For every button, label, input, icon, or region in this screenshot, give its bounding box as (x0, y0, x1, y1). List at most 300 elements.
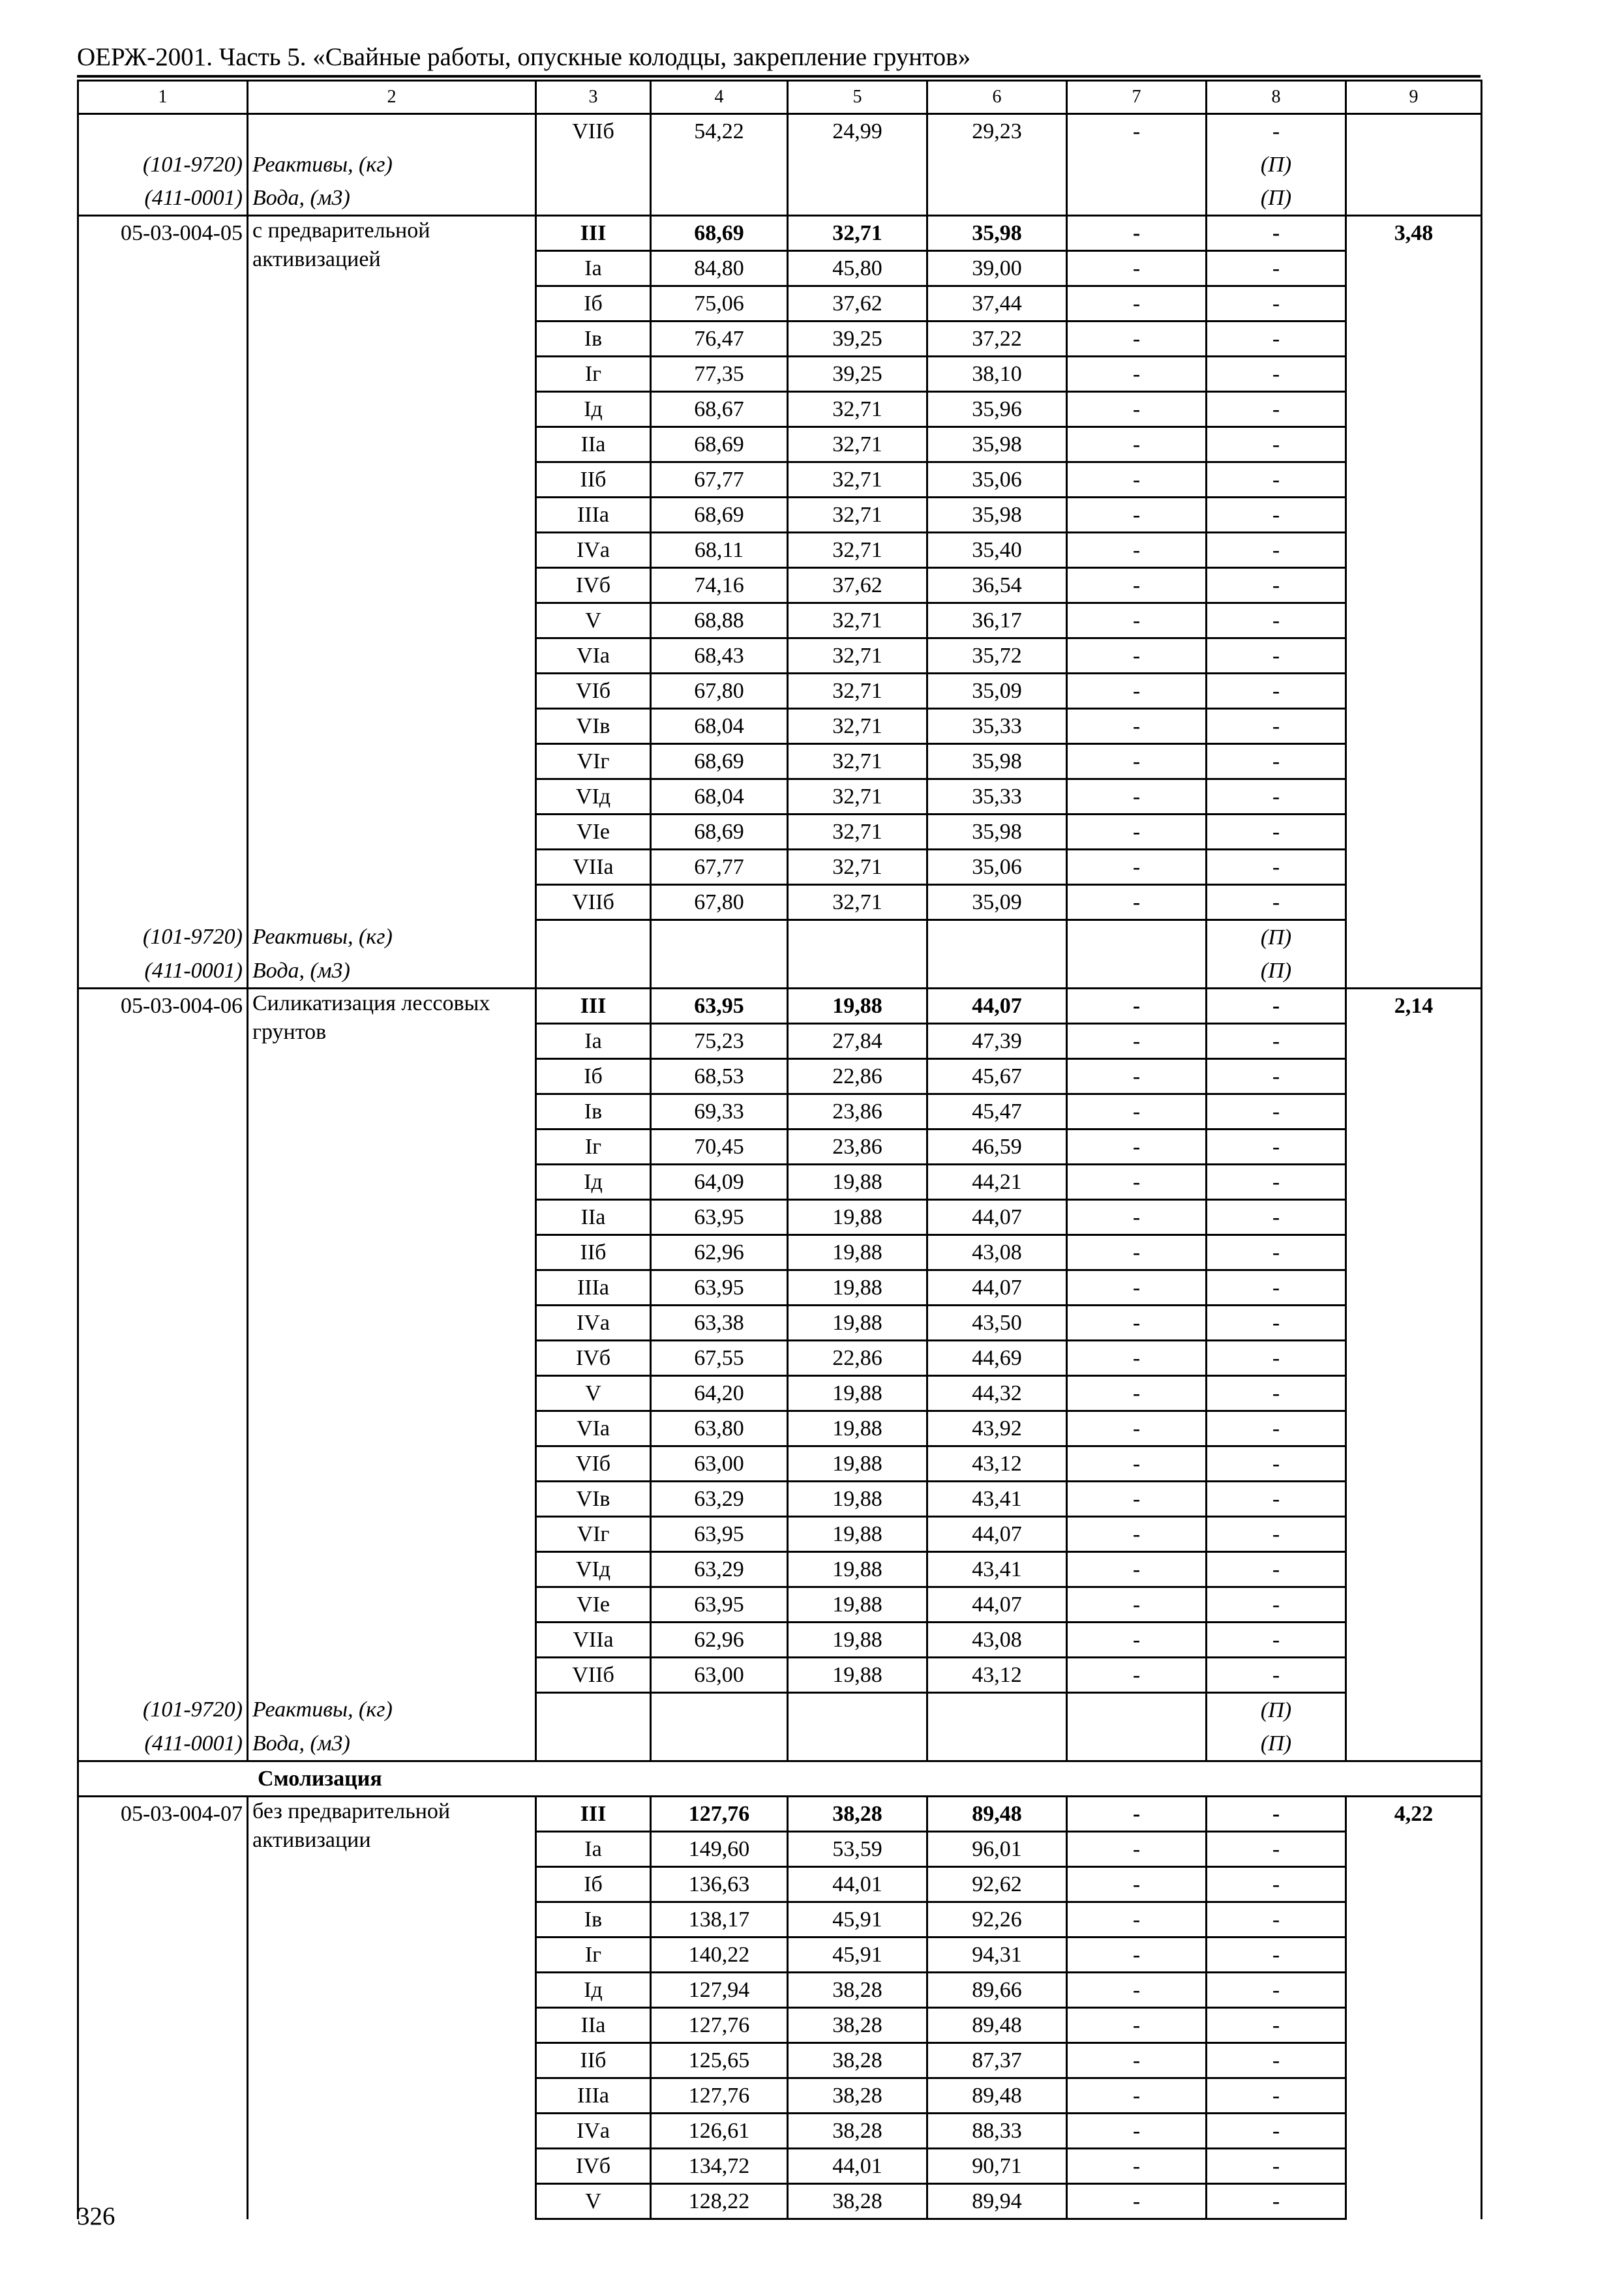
cell-col8: - (1207, 251, 1346, 286)
cell-col8: - (1207, 2043, 1346, 2078)
cell-col3: Iб (536, 1867, 651, 1902)
cell-col3: III (536, 989, 651, 1024)
cell-col3: Iб (536, 1059, 651, 1094)
cell-col3: IVа (536, 2114, 651, 2149)
cell-col8: (П) (1207, 181, 1346, 216)
cell-col8: - (1207, 2149, 1346, 2184)
cell-col7: - (1067, 1973, 1207, 2008)
cell-col5: 32,71 (788, 779, 927, 815)
cell-col3: V (536, 2184, 651, 2219)
section-title: Смолизация (78, 1761, 1482, 1797)
norm-row (78, 1797, 1482, 1832)
cell-col6 (927, 1693, 1067, 1728)
cell-col7: - (1067, 1867, 1207, 1902)
cell-col4: 75,23 (651, 1024, 788, 1059)
cell-col3: VIIа (536, 1623, 651, 1658)
cell-col7: - (1067, 286, 1207, 322)
cell-col6: 94,31 (927, 1937, 1067, 1973)
cell-col4 (651, 954, 788, 989)
cell-col5 (788, 1693, 927, 1728)
cell-col7: - (1067, 1658, 1207, 1693)
cell-col7 (1067, 1727, 1207, 1761)
cell-col8: - (1207, 674, 1346, 709)
cell-col4: 68,69 (651, 498, 788, 533)
cell-col7: - (1067, 114, 1207, 149)
cell-col8: - (1207, 1200, 1346, 1235)
cell-col6: 45,67 (927, 1059, 1067, 1094)
cell-col3 (536, 1693, 651, 1728)
material-name: Реактивы, (кг) (248, 148, 536, 181)
cell-col4: 127,94 (651, 1973, 788, 2008)
cell-col6: 36,54 (927, 568, 1067, 603)
cell-col7: - (1067, 2149, 1207, 2184)
cell-col3: Iб (536, 286, 651, 322)
cell-col7: - (1067, 989, 1207, 1024)
cell-col4: 75,06 (651, 286, 788, 322)
material-row (78, 920, 1482, 955)
cell-col8: - (1207, 2184, 1346, 2219)
cell-col5: 32,71 (788, 815, 927, 850)
cell-col8: - (1207, 2008, 1346, 2043)
cell-col3: Iа (536, 1832, 651, 1867)
cell-col4: 68,88 (651, 603, 788, 638)
cell-col8: - (1207, 1797, 1346, 1832)
cell-col3: VIг (536, 1517, 651, 1552)
cell-col8: (П) (1207, 148, 1346, 181)
cell-col3: VIд (536, 1552, 651, 1587)
cell-col3: IVб (536, 2149, 651, 2184)
cell-col4: 128,22 (651, 2184, 788, 2219)
cell-col7: - (1067, 498, 1207, 533)
material-name: Вода, (м3) (248, 1727, 536, 1761)
cell-col3: Iг (536, 357, 651, 392)
cell-col6: 89,94 (927, 2184, 1067, 2219)
cell-col3: VIг (536, 744, 651, 779)
norm-row (78, 216, 1482, 251)
cell-col3: IIб (536, 2043, 651, 2078)
cell-col8: - (1207, 885, 1346, 920)
norm-code: 05-03-004-05 (78, 216, 248, 920)
cell-col3: Iд (536, 1165, 651, 1200)
norm-code: 05-03-004-06 (78, 989, 248, 1693)
cell-col8: - (1207, 1867, 1346, 1902)
material-row (78, 181, 1482, 216)
cell-col7: - (1067, 2114, 1207, 2149)
cell-col8: - (1207, 1517, 1346, 1552)
material-code: (411-0001) (78, 181, 248, 216)
material-name: Реактивы, (кг) (248, 1693, 536, 1728)
cell-col7 (1067, 1693, 1207, 1728)
norm-code: 05-03-004-07 (78, 1797, 248, 2219)
cell-col4: 127,76 (651, 1797, 788, 1832)
cell-col8: - (1207, 114, 1346, 149)
cell-col8: - (1207, 850, 1346, 885)
cell-col3: VIIа (536, 850, 651, 885)
cell-col5: 24,99 (788, 114, 927, 149)
cell-col7: - (1067, 779, 1207, 815)
cell-col4: 68,04 (651, 709, 788, 744)
cell-col8: - (1207, 533, 1346, 568)
cell-col6: 44,07 (927, 1200, 1067, 1235)
cell-col5: 19,88 (788, 989, 927, 1024)
cell-col4: 67,77 (651, 462, 788, 498)
cell-col4: 63,95 (651, 1270, 788, 1306)
cell-col6 (927, 148, 1067, 181)
cell-col4: 74,16 (651, 568, 788, 603)
norm-col9: 2,14 (1346, 989, 1482, 1761)
cell-col7: - (1067, 1902, 1207, 1937)
cell-col8: - (1207, 1024, 1346, 1059)
section-row (78, 1761, 1482, 1797)
cell-col6: 39,00 (927, 251, 1067, 286)
cell-col5: 32,71 (788, 427, 927, 462)
cell-col3: VIд (536, 779, 651, 815)
cell-col5: 32,71 (788, 603, 927, 638)
cell-col8: - (1207, 1973, 1346, 2008)
name-cell (248, 114, 536, 149)
cell-col8: - (1207, 357, 1346, 392)
cell-col6: 43,41 (927, 1482, 1067, 1517)
norm-row (78, 114, 1482, 149)
cell-col8: - (1207, 1411, 1346, 1446)
cell-col5: 19,88 (788, 1587, 927, 1623)
cell-col4: 68,53 (651, 1059, 788, 1094)
cell-col3: VIа (536, 638, 651, 674)
cell-col8: - (1207, 815, 1346, 850)
material-row (78, 148, 1482, 181)
cell-col3 (536, 181, 651, 216)
cell-col7 (1067, 920, 1207, 955)
cell-col8: - (1207, 1552, 1346, 1587)
cell-col3: VIв (536, 1482, 651, 1517)
cell-col3: IVа (536, 1306, 651, 1341)
cell-col7: - (1067, 603, 1207, 638)
cell-col8: (П) (1207, 954, 1346, 989)
cell-col8: - (1207, 1832, 1346, 1867)
cell-col3: VIв (536, 709, 651, 744)
cell-col8: - (1207, 638, 1346, 674)
cell-col4: 63,95 (651, 1587, 788, 1623)
cell-col5: 38,28 (788, 1797, 927, 1832)
cell-col6: 44,07 (927, 1587, 1067, 1623)
cell-col4: 140,22 (651, 1937, 788, 1973)
cell-col5: 32,71 (788, 885, 927, 920)
cell-col4 (651, 148, 788, 181)
cell-col8: - (1207, 568, 1346, 603)
cell-col3: Iв (536, 1094, 651, 1130)
cell-col6: 47,39 (927, 1024, 1067, 1059)
cell-col8: (П) (1207, 1727, 1346, 1761)
cell-col4: 149,60 (651, 1832, 788, 1867)
cell-col6: 35,33 (927, 709, 1067, 744)
cell-col7: - (1067, 357, 1207, 392)
cell-col3: IIIа (536, 1270, 651, 1306)
cell-col4: 67,80 (651, 885, 788, 920)
cell-col5: 19,88 (788, 1235, 927, 1270)
cell-col8: - (1207, 1235, 1346, 1270)
cell-col4: 136,63 (651, 1867, 788, 1902)
cell-col8: - (1207, 1937, 1346, 1973)
code-cell (78, 114, 248, 149)
cell-col4: 76,47 (651, 322, 788, 357)
cell-col6: 35,72 (927, 638, 1067, 674)
cell-col6: 35,98 (927, 216, 1067, 251)
cell-col4: 63,95 (651, 1517, 788, 1552)
cell-col8: - (1207, 1270, 1346, 1306)
cell-col5: 44,01 (788, 1867, 927, 1902)
cell-col5: 22,86 (788, 1059, 927, 1094)
cell-col5: 39,25 (788, 357, 927, 392)
cell-col6: 43,08 (927, 1235, 1067, 1270)
cell-col4: 69,33 (651, 1094, 788, 1130)
cell-col4 (651, 920, 788, 955)
cell-col7: - (1067, 322, 1207, 357)
norm-name: Силикатизация лессовых грунтов (248, 989, 536, 1693)
cell-col4: 68,43 (651, 638, 788, 674)
column-number: 7 (1067, 81, 1207, 114)
cell-col5: 19,88 (788, 1270, 927, 1306)
page-header: ОЕРЖ-2001. Часть 5. «Свайные работы, опускные колодцы, закрепление грунтов» (77, 43, 971, 71)
cell-col4: 68,69 (651, 815, 788, 850)
cell-col7: - (1067, 1411, 1207, 1446)
material-row (78, 1693, 1482, 1728)
column-number: 1 (78, 81, 248, 114)
cell-col5: 32,71 (788, 744, 927, 779)
cell-col3: IIа (536, 1200, 651, 1235)
cell-col4: 84,80 (651, 251, 788, 286)
cell-col6: 43,92 (927, 1411, 1067, 1446)
cell-col6: 92,62 (927, 1867, 1067, 1902)
cell-col8: - (1207, 1130, 1346, 1165)
cell-col6: 35,09 (927, 674, 1067, 709)
cell-col5: 45,91 (788, 1902, 927, 1937)
cell-col3: IIа (536, 427, 651, 462)
cell-col6: 43,08 (927, 1623, 1067, 1658)
column-number: 8 (1207, 81, 1346, 114)
cell-col4: 68,69 (651, 427, 788, 462)
material-name: Реактивы, (кг) (248, 920, 536, 955)
cell-col8: (П) (1207, 920, 1346, 955)
cell-col7: - (1067, 1094, 1207, 1130)
cell-col5: 45,80 (788, 251, 927, 286)
cell-col5: 19,88 (788, 1517, 927, 1552)
cell-col5: 19,88 (788, 1552, 927, 1587)
cell-col5: 32,71 (788, 216, 927, 251)
cell-col7: - (1067, 533, 1207, 568)
cell-col8: - (1207, 603, 1346, 638)
cell-col7: - (1067, 1341, 1207, 1376)
cell-col4 (651, 181, 788, 216)
cell-col3 (536, 148, 651, 181)
cell-col4: 54,22 (651, 114, 788, 149)
cell-col7: - (1067, 1797, 1207, 1832)
cell-col5: 19,88 (788, 1376, 927, 1411)
cell-col8: - (1207, 1306, 1346, 1341)
cell-col7: - (1067, 1024, 1207, 1059)
cell-col7: - (1067, 1623, 1207, 1658)
cell-col7: - (1067, 392, 1207, 427)
cell-col5: 32,71 (788, 462, 927, 498)
cell-col7: - (1067, 1165, 1207, 1200)
cell-col5: 38,28 (788, 2043, 927, 2078)
column-number: 4 (651, 81, 788, 114)
column-number: 6 (927, 81, 1067, 114)
cell-col6: 89,48 (927, 2008, 1067, 2043)
cell-col7: - (1067, 1270, 1207, 1306)
cell-col8: - (1207, 286, 1346, 322)
cell-col8: - (1207, 709, 1346, 744)
cell-col7: - (1067, 1376, 1207, 1411)
cell-col3: III (536, 216, 651, 251)
cell-col5: 38,28 (788, 2078, 927, 2114)
cell-col4: 67,55 (651, 1341, 788, 1376)
cell-col4: 63,95 (651, 989, 788, 1024)
cell-col7: - (1067, 1587, 1207, 1623)
cell-col5: 19,88 (788, 1482, 927, 1517)
cell-col4 (651, 1693, 788, 1728)
col9-cell (1346, 114, 1482, 216)
cell-col5: 38,28 (788, 2184, 927, 2219)
cell-col6: 87,37 (927, 2043, 1067, 2078)
cell-col7: - (1067, 251, 1207, 286)
cell-col8: (П) (1207, 1693, 1346, 1728)
norm-row (78, 989, 1482, 1024)
cell-col7: - (1067, 1130, 1207, 1165)
norm-name: с предварительной активизацией (248, 216, 536, 920)
cell-col6: 37,22 (927, 322, 1067, 357)
cell-col4: 63,29 (651, 1552, 788, 1587)
cell-col3: VIIб (536, 114, 651, 149)
cell-col8: - (1207, 779, 1346, 815)
cell-col5: 39,25 (788, 322, 927, 357)
cell-col4: 64,20 (651, 1376, 788, 1411)
cell-col7: - (1067, 427, 1207, 462)
column-number-row (78, 81, 1482, 114)
cell-col7: - (1067, 2008, 1207, 2043)
cell-col4: 67,77 (651, 850, 788, 885)
cell-col5: 19,88 (788, 1200, 927, 1235)
cell-col4: 127,76 (651, 2008, 788, 2043)
cell-col7: - (1067, 568, 1207, 603)
cell-col6: 35,33 (927, 779, 1067, 815)
cell-col4: 64,09 (651, 1165, 788, 1200)
cell-col7: - (1067, 1552, 1207, 1587)
cell-col6: 44,07 (927, 989, 1067, 1024)
cell-col7 (1067, 954, 1207, 989)
cell-col4: 77,35 (651, 357, 788, 392)
cell-col8: - (1207, 1094, 1346, 1130)
cell-col5: 32,71 (788, 709, 927, 744)
cell-col5 (788, 181, 927, 216)
cell-col5: 22,86 (788, 1341, 927, 1376)
cell-col4: 126,61 (651, 2114, 788, 2149)
cell-col3 (536, 1727, 651, 1761)
cell-col3: Iд (536, 1973, 651, 2008)
cell-col7: - (1067, 1235, 1207, 1270)
cell-col7 (1067, 181, 1207, 216)
cell-col5: 38,28 (788, 2008, 927, 2043)
cell-col7: - (1067, 1517, 1207, 1552)
cell-col3: IIIа (536, 2078, 651, 2114)
cell-col6: 35,98 (927, 744, 1067, 779)
cell-col6: 43,12 (927, 1658, 1067, 1693)
cell-col4: 68,69 (651, 744, 788, 779)
cell-col5: 27,84 (788, 1024, 927, 1059)
cell-col6 (927, 920, 1067, 955)
cell-col3: IIб (536, 1235, 651, 1270)
cell-col4: 63,80 (651, 1411, 788, 1446)
cell-col8: - (1207, 1623, 1346, 1658)
cell-col3: VIIб (536, 1658, 651, 1693)
cell-col5: 44,01 (788, 2149, 927, 2184)
cell-col4: 63,95 (651, 1200, 788, 1235)
cell-col5: 23,86 (788, 1130, 927, 1165)
cell-col6: 90,71 (927, 2149, 1067, 2184)
cell-col5: 37,62 (788, 568, 927, 603)
cell-col3: VIIб (536, 885, 651, 920)
cell-col5: 32,71 (788, 392, 927, 427)
norm-name: без предварительной активизации (248, 1797, 536, 2219)
material-row (78, 954, 1482, 989)
cell-col3: VIб (536, 674, 651, 709)
cell-col3: VIб (536, 1446, 651, 1482)
cell-col6 (927, 181, 1067, 216)
cell-col5: 19,88 (788, 1446, 927, 1482)
cell-col7: - (1067, 709, 1207, 744)
cell-col8: - (1207, 427, 1346, 462)
cell-col6: 92,26 (927, 1902, 1067, 1937)
cell-col8: - (1207, 1658, 1346, 1693)
cell-col8: - (1207, 322, 1346, 357)
cell-col6: 43,41 (927, 1552, 1067, 1587)
cell-col5: 38,28 (788, 2114, 927, 2149)
cell-col8: - (1207, 1587, 1346, 1623)
cell-col4: 134,72 (651, 2149, 788, 2184)
cell-col3: IVа (536, 533, 651, 568)
cell-col7: - (1067, 1482, 1207, 1517)
material-name: Вода, (м3) (248, 954, 536, 989)
cell-col4: 68,69 (651, 216, 788, 251)
cell-col5: 19,88 (788, 1623, 927, 1658)
cell-col4: 127,76 (651, 2078, 788, 2114)
cell-col3: IIа (536, 2008, 651, 2043)
cell-col6: 89,48 (927, 2078, 1067, 2114)
cell-col4: 63,00 (651, 1446, 788, 1482)
cell-col8: - (1207, 1376, 1346, 1411)
cell-col3: Iа (536, 1024, 651, 1059)
rates-table (77, 80, 1482, 2220)
cell-col4: 138,17 (651, 1902, 788, 1937)
cell-col5: 19,88 (788, 1658, 927, 1693)
header-rule (77, 75, 1481, 78)
cell-col4: 62,96 (651, 1235, 788, 1270)
page-number: 326 (77, 2202, 115, 2230)
cell-col5 (788, 954, 927, 989)
column-number: 3 (536, 81, 651, 114)
cell-col4: 63,00 (651, 1658, 788, 1693)
norm-col9: 4,22 (1346, 1797, 1482, 2219)
cell-col4: 62,96 (651, 1623, 788, 1658)
cell-col6: 38,10 (927, 357, 1067, 392)
cell-col5: 38,28 (788, 1973, 927, 2008)
cell-col7: - (1067, 815, 1207, 850)
cell-col4: 68,04 (651, 779, 788, 815)
cell-col6: 35,09 (927, 885, 1067, 920)
cell-col3 (536, 954, 651, 989)
cell-col3: Iг (536, 1130, 651, 1165)
cell-col7: - (1067, 1200, 1207, 1235)
material-name: Вода, (м3) (248, 181, 536, 216)
